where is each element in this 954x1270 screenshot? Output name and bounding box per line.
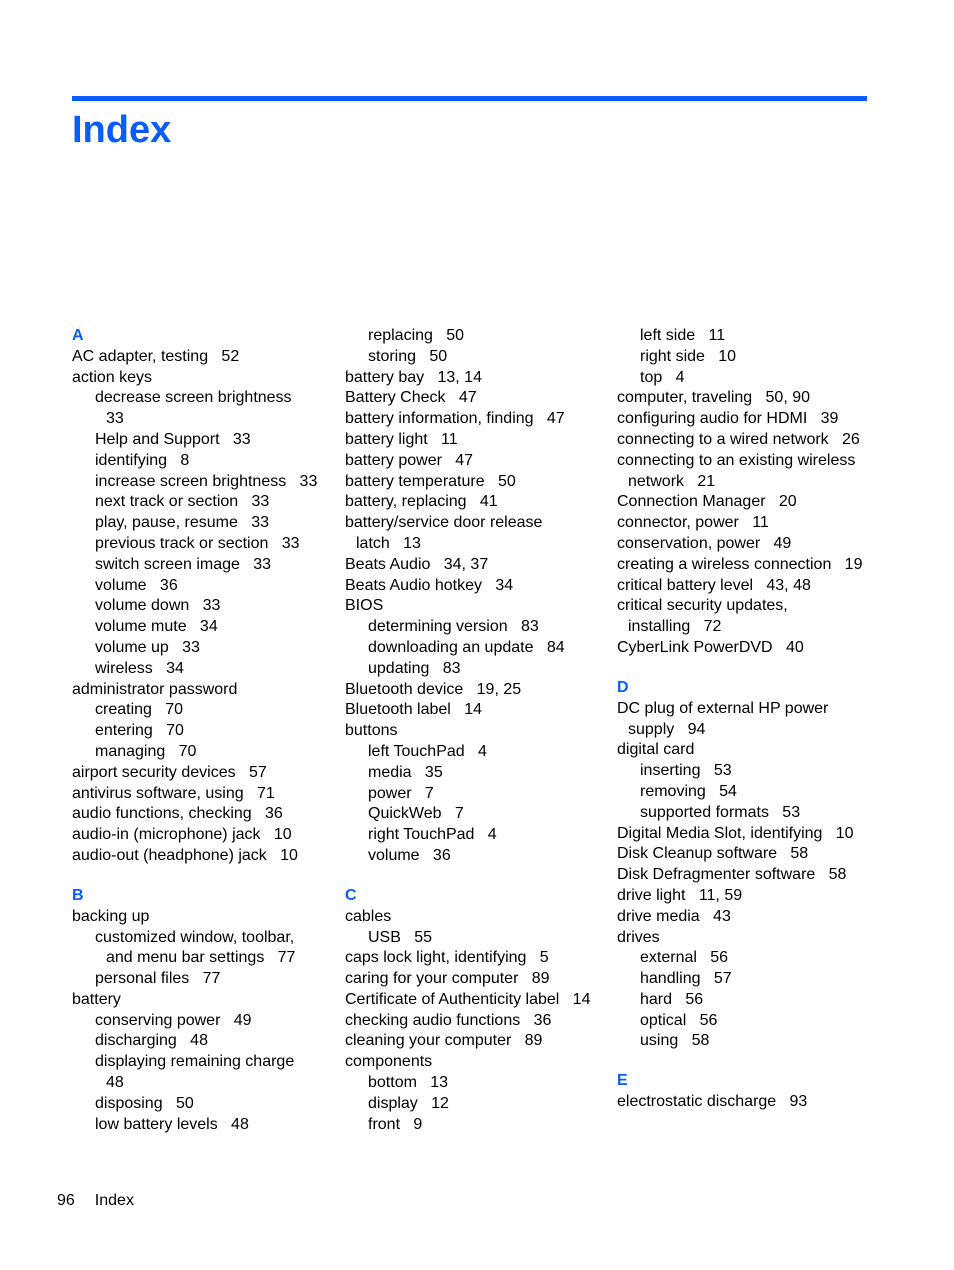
index-entry: action keys: [72, 368, 153, 386]
index-letter-heading: C: [345, 886, 357, 904]
index-subentry: downloading an update 84: [368, 638, 565, 656]
index-entry: DC plug of external HP power: [617, 699, 829, 717]
index-subentry: managing 70: [95, 742, 197, 760]
index-letter-heading: E: [617, 1072, 628, 1090]
index-subentry: network 21: [628, 472, 716, 490]
index-subentry: play, pause, resume 33: [95, 514, 270, 532]
index-subentry: volume 36: [368, 846, 451, 864]
index-subentry: previous track or section 33: [95, 534, 300, 552]
index-subentry: creating 70: [95, 701, 184, 719]
index-subentry: front 9: [368, 1115, 423, 1133]
index-entry: computer, traveling 50, 90: [617, 389, 810, 407]
index-subentry: display 12: [368, 1094, 449, 1112]
index-entry: Digital Media Slot, identifying 10: [617, 824, 854, 842]
index-subentry: removing 54: [640, 782, 737, 800]
index-subentry: volume down 33: [95, 597, 221, 615]
index-entry: cleaning your computer 89: [345, 1032, 543, 1050]
index-entry: battery light 11: [345, 430, 458, 448]
index-subentry: decrease screen brightness: [95, 389, 292, 407]
index-subentry: volume mute 34: [95, 618, 218, 636]
index-entry: battery bay 13, 14: [345, 368, 482, 386]
index-entry: connecting to an existing wireless: [617, 451, 856, 469]
index-subentry: Help and Support 33: [95, 430, 251, 448]
index-subentry: handling 57: [640, 970, 732, 988]
index-subentry: using 58: [640, 1032, 710, 1050]
index-entry: AC adapter, testing 52: [72, 347, 240, 365]
index-entry: antivirus software, using 71: [72, 784, 275, 802]
index-entry: digital card: [617, 741, 695, 759]
index-entry: critical battery level 43, 48: [617, 576, 811, 594]
header-rule: [72, 96, 867, 101]
index-entry: backing up: [72, 907, 150, 925]
index-subentry: volume up 33: [95, 638, 200, 656]
index-subentry: optical 56: [640, 1011, 718, 1029]
index-subentry: determining version 83: [368, 618, 539, 636]
index-entry: Battery Check 47: [345, 389, 477, 407]
index-subentry: updating 83: [368, 659, 461, 677]
index-subentry: personal files 77: [95, 970, 221, 988]
index-subentry: QuickWeb 7: [368, 805, 464, 823]
section-gap: [617, 659, 877, 678]
index-entry: components: [345, 1053, 433, 1071]
index-entry: drive light 11, 59: [617, 886, 743, 904]
index-subentry: displaying remaining charge: [95, 1053, 295, 1071]
index-entry: CyberLink PowerDVD 40: [617, 638, 804, 656]
page-footer: [57, 1190, 134, 1212]
index-column-1: [72, 326, 332, 1135]
index-subentry: discharging 48: [95, 1032, 208, 1050]
index-entry: battery power 47: [345, 451, 474, 469]
index-subentry: right TouchPad 4: [368, 826, 497, 844]
index-subentry: bottom 13: [368, 1074, 449, 1092]
index-letter-heading: D: [617, 678, 629, 696]
index-entry: checking audio functions 36: [345, 1011, 552, 1029]
index-subentry: top 4: [640, 368, 685, 386]
index-subentry: external 56: [640, 949, 729, 967]
index-entry: caps lock light, identifying 5: [345, 949, 549, 967]
index-entry: cables: [345, 907, 392, 925]
index-subentry: low battery levels 48: [95, 1115, 249, 1133]
index-subentry: and menu bar settings 77: [106, 949, 296, 967]
index-entry: BIOS: [345, 597, 384, 615]
index-subentry: supply 94: [628, 720, 706, 738]
index-entry: battery temperature 50: [345, 472, 516, 490]
footer-section: Index: [94, 1192, 134, 1209]
index-letter-heading: A: [72, 327, 84, 344]
index-subentry: power 7: [368, 784, 434, 802]
index-entry: Bluetooth device 19, 25: [345, 680, 522, 698]
index-entry: Connection Manager 20: [617, 493, 797, 511]
index-entry: Beats Audio hotkey 34: [345, 576, 514, 594]
index-entry: critical security updates,: [617, 597, 788, 615]
index-subentry: 48: [106, 1074, 124, 1092]
index-subentry: replacing 50: [368, 327, 465, 344]
index-entry: buttons: [345, 722, 398, 740]
index-subentry: right side 10: [640, 347, 737, 365]
index-entry: audio-in (microphone) jack 10: [72, 826, 292, 844]
index-letter-heading: B: [72, 886, 84, 904]
index-subentry: hard 56: [640, 990, 704, 1008]
index-entry: connecting to a wired network 26: [617, 430, 860, 448]
index-subentry: increase screen brightness 33: [95, 472, 318, 490]
index-entry: battery information, finding 47: [345, 410, 565, 428]
index-entry: configuring audio for HDMI 39: [617, 410, 839, 428]
index-subentry: entering 70: [95, 722, 184, 740]
section-gap: [345, 867, 605, 886]
index-column-3: [617, 326, 877, 1113]
index-entry: Bluetooth label 14: [345, 701, 482, 719]
index-entry: Certificate of Authenticity label 14: [345, 990, 591, 1008]
index-subentry: USB 55: [368, 928, 433, 946]
index-subentry: storing 50: [368, 347, 448, 365]
index-entry: Beats Audio 34, 37: [345, 555, 489, 573]
index-entry: airport security devices 57: [72, 763, 267, 781]
index-entry: conservation, power 49: [617, 534, 792, 552]
index-entry: electrostatic discharge 93: [617, 1093, 808, 1111]
page-number: 96: [57, 1192, 75, 1209]
index-subentry: installing 72: [628, 618, 722, 636]
index-subentry: conserving power 49: [95, 1011, 252, 1029]
index-entry: battery: [72, 990, 121, 1008]
page-title: Index: [72, 109, 172, 151]
index-subentry: wireless 34: [95, 659, 184, 677]
index-subentry: left TouchPad 4: [368, 742, 487, 760]
index-entry: connector, power 11: [617, 514, 769, 532]
index-entry: drives: [617, 928, 660, 946]
section-gap: [617, 1052, 877, 1071]
index-subentry: latch 13: [356, 534, 421, 552]
index-subentry: customized window, toolbar,: [95, 928, 295, 946]
index-entry: battery, replacing 41: [345, 493, 498, 511]
index-entry: battery/service door release: [345, 514, 543, 532]
index-subentry: identifying 8: [95, 451, 190, 469]
index-subentry: disposing 50: [95, 1094, 194, 1112]
index-subentry: 33: [106, 410, 124, 428]
section-gap: [72, 867, 332, 886]
index-entry: audio-out (headphone) jack 10: [72, 846, 298, 864]
index-subentry: next track or section 33: [95, 493, 270, 511]
index-subentry: supported formats 53: [640, 803, 801, 821]
index-entry: audio functions, checking 36: [72, 805, 283, 823]
index-entry: administrator password: [72, 680, 238, 698]
index-subentry: switch screen image 33: [95, 555, 272, 573]
index-subentry: volume 36: [95, 576, 178, 594]
index-entry: caring for your computer 89: [345, 970, 550, 988]
index-column-2: [345, 326, 605, 1135]
index-subentry: left side 11: [640, 327, 726, 344]
index-subentry: inserting 53: [640, 762, 732, 780]
index-entry: creating a wireless connection 19: [617, 555, 863, 573]
index-entry: drive media 43: [617, 907, 731, 925]
index-entry: Disk Cleanup software 58: [617, 845, 809, 863]
index-subentry: media 35: [368, 763, 443, 781]
index-entry: Disk Defragmenter software 58: [617, 866, 847, 884]
